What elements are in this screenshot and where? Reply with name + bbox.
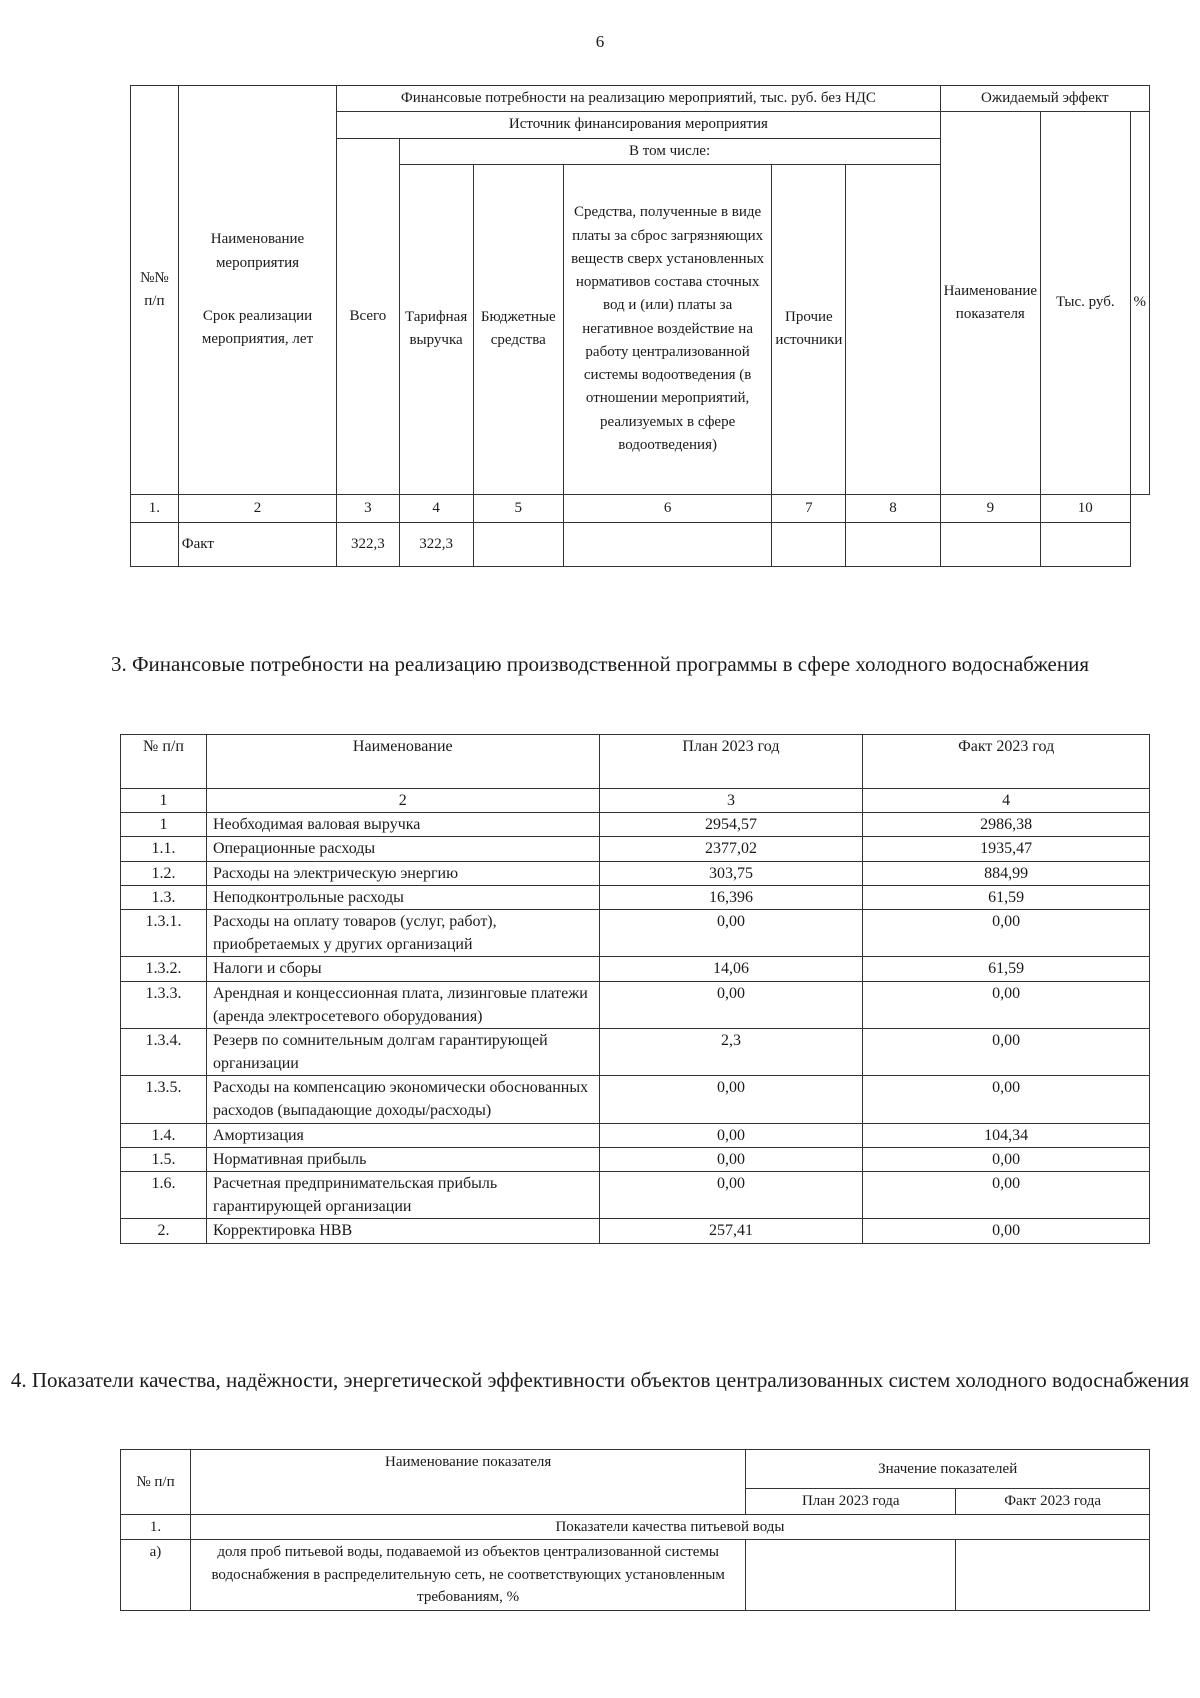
header-fact: Факт 2023 года bbox=[956, 1489, 1150, 1515]
table-row bbox=[121, 861, 1150, 885]
row-fact: 0,00 bbox=[863, 1172, 1150, 1219]
col-num: 5 bbox=[473, 494, 563, 522]
row-name: Резерв по сомнительным долгам гарантирующей организации bbox=[206, 1028, 599, 1075]
measure-name-label: Наименование мероприятия bbox=[210, 231, 305, 271]
production-program-table bbox=[120, 734, 1150, 1244]
row-no: 1.3.1. bbox=[121, 909, 207, 956]
funding-source-header: Источник финансирования мероприятия bbox=[337, 112, 940, 138]
header-indicator-name: Наименование показателя bbox=[190, 1450, 745, 1515]
col-num: 8 bbox=[846, 494, 940, 522]
row-plan: 0,00 bbox=[599, 909, 863, 956]
fact-tariff: 322,3 bbox=[399, 522, 473, 566]
header-values: Значение показателей bbox=[746, 1450, 1150, 1489]
table-row bbox=[121, 1123, 1150, 1147]
row-no: 1.3.3. bbox=[121, 981, 207, 1028]
table-row bbox=[121, 1219, 1150, 1243]
row-name: Неподконтрольные расходы bbox=[206, 885, 599, 909]
col-num: 2 bbox=[178, 494, 336, 522]
group-no: 1. bbox=[121, 1514, 191, 1540]
row-name: Расчетная предпринимательская прибыль гарантирующей организации bbox=[206, 1172, 599, 1219]
row-indicator-name: доля проб питьевой воды, подаваемой из объектов централизованной системы водоснабжения в распределительную сеть, не соответствующих установленным требованиям, % bbox=[190, 1540, 745, 1611]
row-no: 1.3. bbox=[121, 885, 207, 909]
col-num: 3 bbox=[337, 494, 399, 522]
row-plan: 303,75 bbox=[599, 861, 863, 885]
row-name: Операционные расходы bbox=[206, 837, 599, 861]
row-fact: 104,34 bbox=[863, 1123, 1150, 1147]
row-plan: 0,00 bbox=[599, 981, 863, 1028]
col-name-header bbox=[178, 86, 336, 495]
row-no: 1.3.5. bbox=[121, 1076, 207, 1123]
row-no: 1.5. bbox=[121, 1147, 207, 1171]
row-name: Расходы на электрическую энергию bbox=[206, 861, 599, 885]
table-row bbox=[121, 957, 1150, 981]
col-num: 9 bbox=[940, 494, 1040, 522]
row-fact: 1935,47 bbox=[863, 837, 1150, 861]
header-plan: План 2023 года bbox=[746, 1489, 956, 1515]
row-fact: 0,00 bbox=[863, 909, 1150, 956]
col-num: 1 bbox=[121, 789, 207, 813]
table-row bbox=[121, 1147, 1150, 1171]
col-num: 2 bbox=[206, 789, 599, 813]
row-fact: 2986,38 bbox=[863, 813, 1150, 837]
percent-header: % bbox=[1130, 112, 1150, 495]
row-plan: 16,396 bbox=[599, 885, 863, 909]
row-plan: 0,00 bbox=[599, 1123, 863, 1147]
group-label: Показатели качества питьевой воды bbox=[190, 1514, 1149, 1540]
row-name: Необходимая валовая выручка bbox=[206, 813, 599, 837]
row-plan: 0,00 bbox=[599, 1172, 863, 1219]
row-no: 1.2. bbox=[121, 861, 207, 885]
row-name: Расходы на оплату товаров (услуг, работ), приобретаемых у других организаций bbox=[206, 909, 599, 956]
row-no: 1.3.4. bbox=[121, 1028, 207, 1075]
row-fact: 61,59 bbox=[863, 885, 1150, 909]
table-row bbox=[121, 981, 1150, 1028]
col-no-header: №№ п/п bbox=[131, 86, 179, 495]
header-name: Наименование bbox=[206, 735, 599, 789]
including-header: В том числе: bbox=[399, 138, 940, 164]
col-num: 4 bbox=[399, 494, 473, 522]
tariff-revenue-header: Тарифная выручка bbox=[399, 164, 473, 494]
row-no: а) bbox=[121, 1540, 191, 1611]
table-row bbox=[121, 1028, 1150, 1075]
table-row bbox=[121, 1172, 1150, 1219]
row-plan: 14,06 bbox=[599, 957, 863, 981]
page-number: 6 bbox=[595, 32, 605, 51]
fact-total: 322,3 bbox=[337, 522, 399, 566]
budget-funds-header: Бюджетные средства bbox=[473, 164, 563, 494]
measure-term-label: Срок реализации мероприятия, лет bbox=[201, 307, 314, 348]
row-fact: 0,00 bbox=[863, 1028, 1150, 1075]
row-plan: 2954,57 bbox=[599, 813, 863, 837]
col-num: 7 bbox=[772, 494, 846, 522]
row-fact bbox=[956, 1540, 1150, 1611]
col-num: 6 bbox=[563, 494, 771, 522]
table-row bbox=[121, 837, 1150, 861]
section-4-title: 4. Показатели качества, надёжности, энергетической эффективности объектов централизованных систем холодного водоснабжения bbox=[10, 1368, 1190, 1392]
col-num: 1. bbox=[131, 494, 179, 522]
row-fact: 884,99 bbox=[863, 861, 1150, 885]
header-fact: Факт 2023 год bbox=[863, 735, 1150, 789]
row-plan: 0,00 bbox=[599, 1147, 863, 1171]
fact-row-label: Факт bbox=[178, 522, 336, 566]
other-sources-header: Прочие источники bbox=[772, 164, 846, 494]
row-name: Расходы на компенсацию экономически обоснованных расходов (выпадающие доходы/расходы) bbox=[206, 1076, 599, 1123]
row-no: 1.3.2. bbox=[121, 957, 207, 981]
row-no: 2. bbox=[121, 1219, 207, 1243]
row-plan: 2377,02 bbox=[599, 837, 863, 861]
table-row bbox=[121, 909, 1150, 956]
row-fact: 0,00 bbox=[863, 1076, 1150, 1123]
col-num: 3 bbox=[599, 789, 863, 813]
table-row bbox=[121, 813, 1150, 837]
row-name: Корректировка НВВ bbox=[206, 1219, 599, 1243]
row-name: Налоги и сборы bbox=[206, 957, 599, 981]
expected-effect-header: Ожидаемый эффект bbox=[940, 86, 1149, 112]
header-no: № п/п bbox=[121, 735, 207, 789]
row-name: Амортизация bbox=[206, 1123, 599, 1147]
col-num: 4 bbox=[863, 789, 1150, 813]
row-plan bbox=[746, 1540, 956, 1611]
table-row bbox=[121, 885, 1150, 909]
indicator-name-header: Наименование показателя bbox=[940, 112, 1040, 495]
row-name: Арендная и концессионная плата, лизинговые платежи (аренда электросетевого оборудования) bbox=[206, 981, 599, 1028]
col-num: 10 bbox=[1041, 494, 1130, 522]
row-plan: 2,3 bbox=[599, 1028, 863, 1075]
financial-needs-header: Финансовые потребности на реализацию мероприятий, тыс. руб. без НДС bbox=[337, 86, 940, 112]
thousand-rub-header: Тыс. руб. bbox=[1041, 112, 1130, 495]
row-no: 1.1. bbox=[121, 837, 207, 861]
row-no: 1.4. bbox=[121, 1123, 207, 1147]
row-fact: 0,00 bbox=[863, 981, 1150, 1028]
measures-financing-table bbox=[130, 85, 1150, 567]
header-plan: План 2023 год bbox=[599, 735, 863, 789]
row-no: 1.6. bbox=[121, 1172, 207, 1219]
header-no: № п/п bbox=[121, 1450, 191, 1515]
section-3-title: 3. Финансовые потребности на реализацию производственной программы в сфере холодного водоснабжения bbox=[110, 652, 1090, 676]
row-plan: 0,00 bbox=[599, 1076, 863, 1123]
total-header: Всего bbox=[337, 138, 399, 494]
quality-indicators-table bbox=[120, 1449, 1150, 1611]
row-no: 1 bbox=[121, 813, 207, 837]
pollution-fees-header: Средства, полученные в виде платы за сброс загрязняющих веществ сверх установленных нормативов состава сточных вод и (или) платы за негативное воздействие на работу централизованной системы водоотведения (в отношении мероприятий, реализуемых в сфере водоотведения) bbox=[563, 164, 771, 494]
production-program-rows bbox=[121, 813, 1150, 1243]
row-plan: 257,41 bbox=[599, 1219, 863, 1243]
row-name: Нормативная прибыль bbox=[206, 1147, 599, 1171]
row-fact: 61,59 bbox=[863, 957, 1150, 981]
row-fact: 0,00 bbox=[863, 1219, 1150, 1243]
row-fact: 0,00 bbox=[863, 1147, 1150, 1171]
table-row bbox=[121, 1076, 1150, 1123]
